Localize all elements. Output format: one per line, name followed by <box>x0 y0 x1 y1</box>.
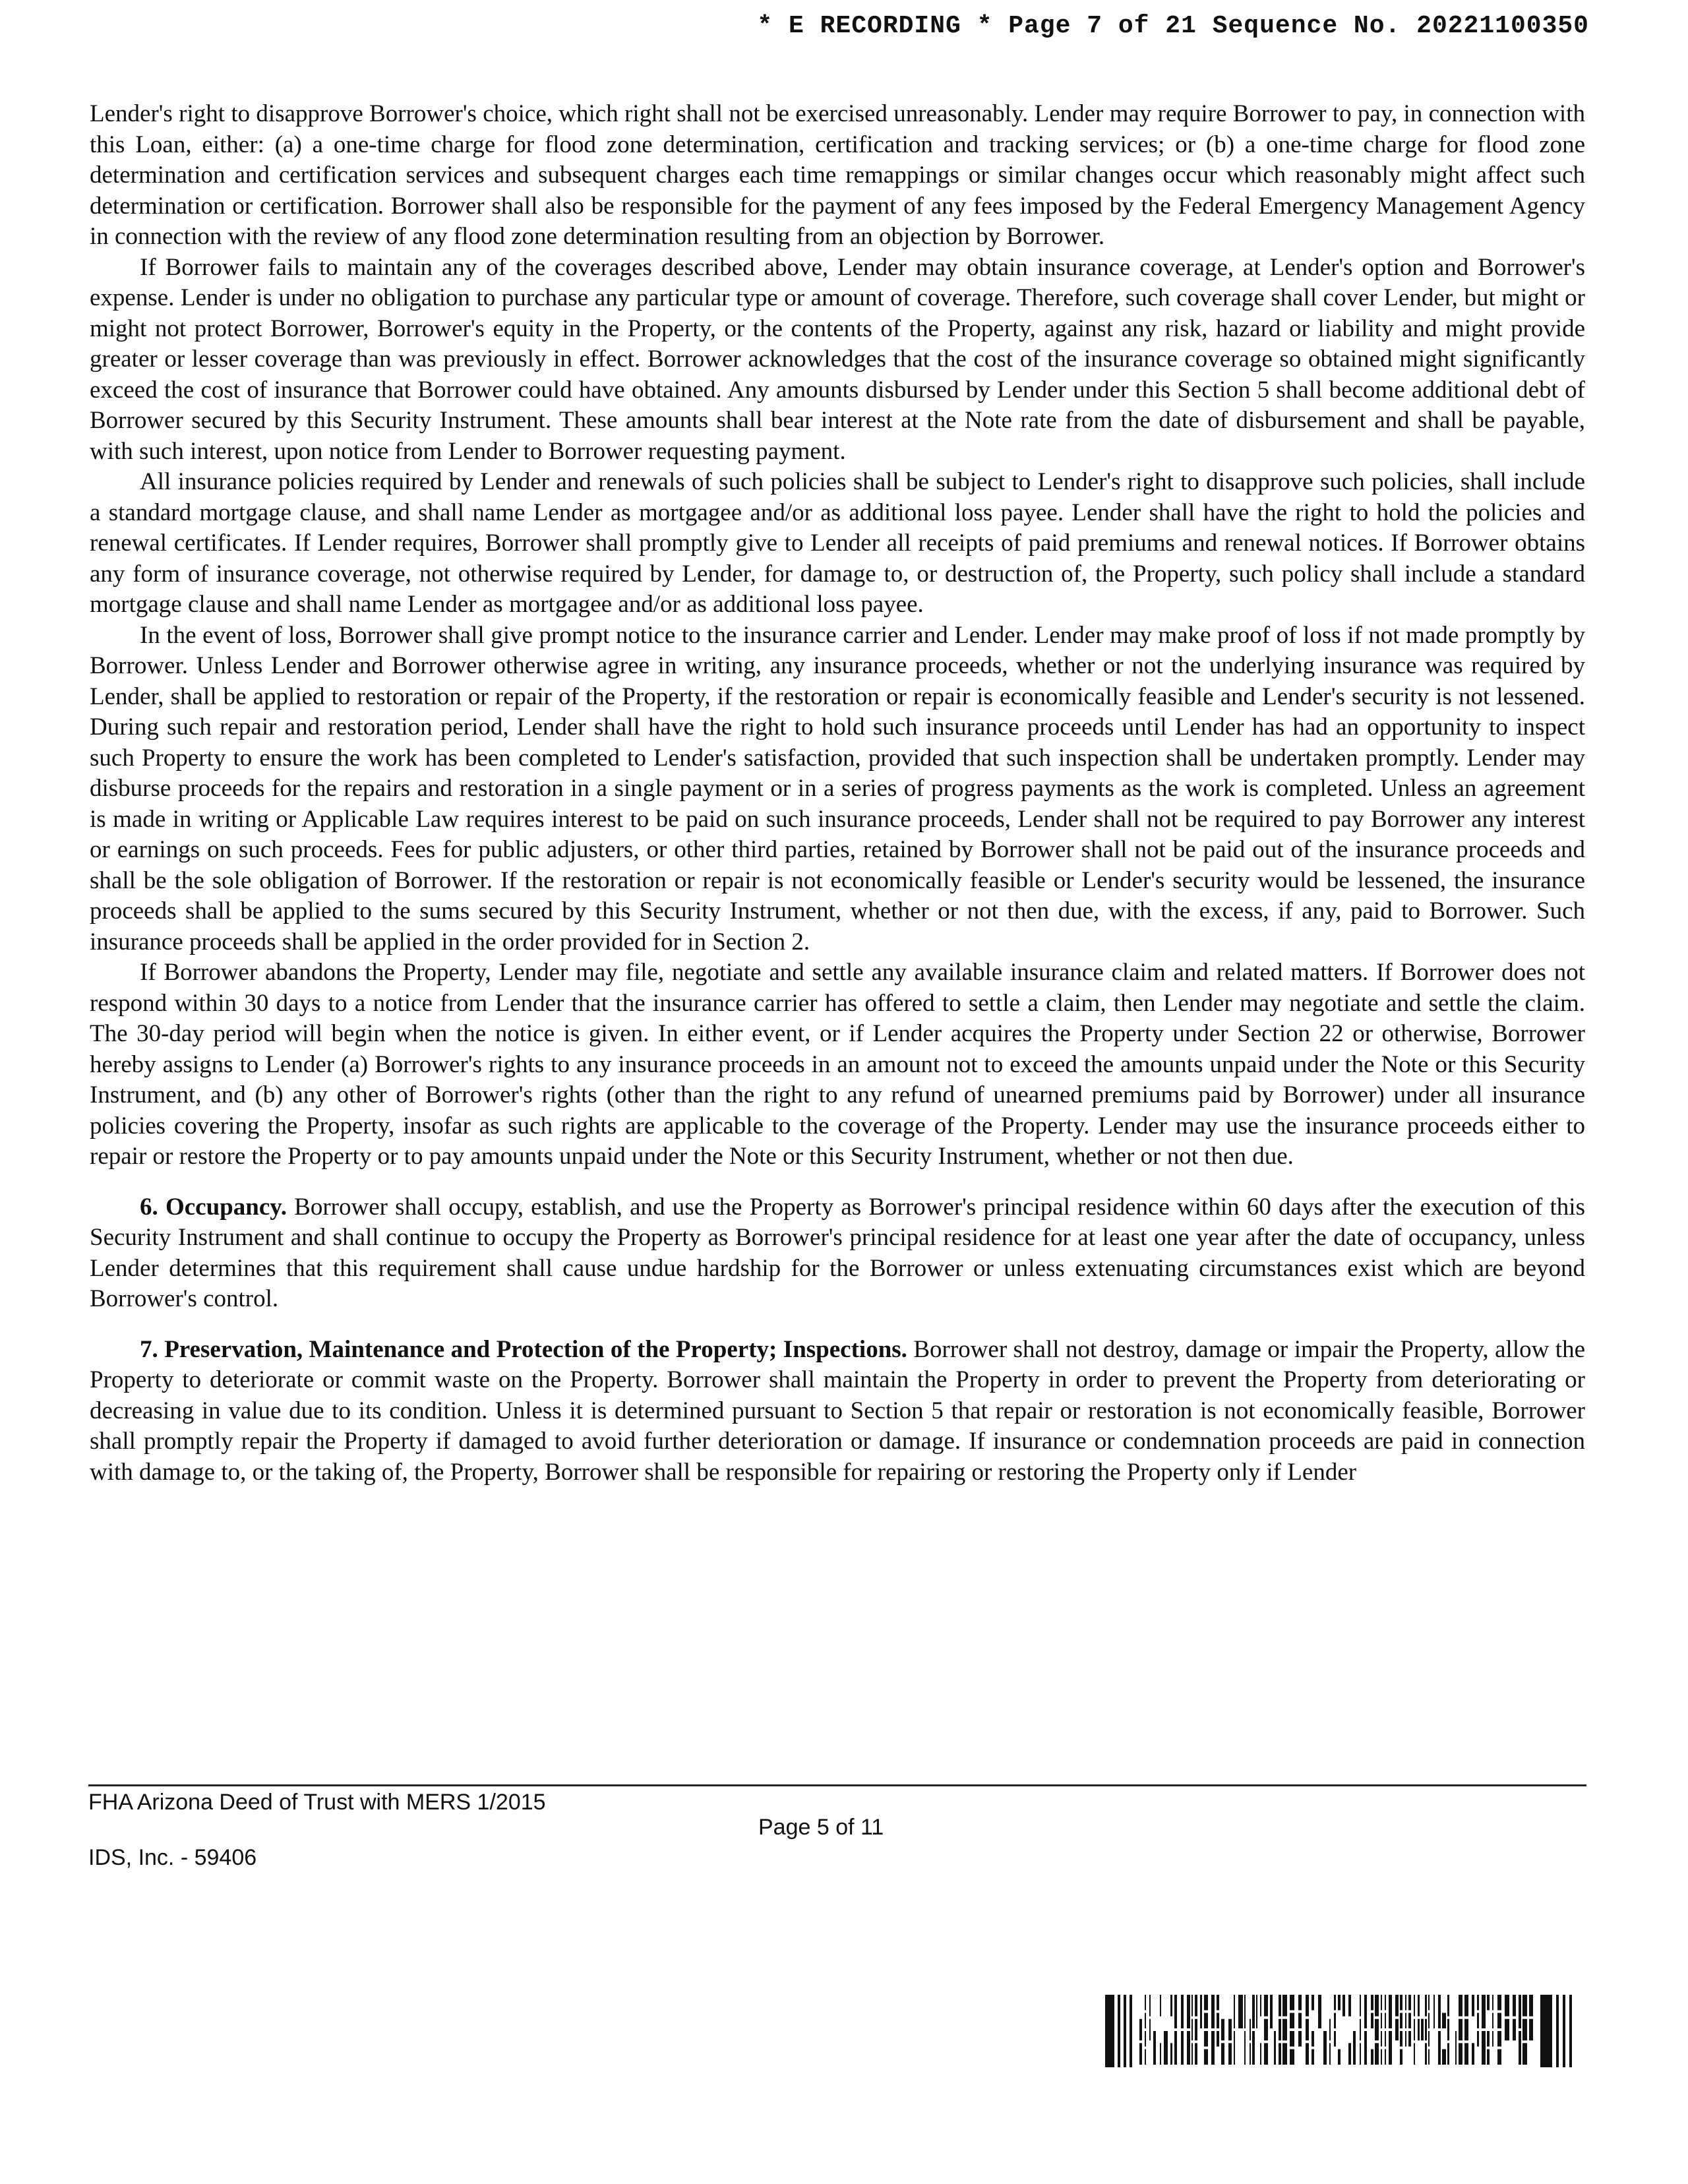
section-occupancy <box>90 1192 1585 1315</box>
paragraph-lender-coverage: If Borrower fails to maintain any of the coverages described above, Lender may obtain insurance coverage, at Lender's option and Borrower's expense. Lender is under no obligation to purchase any particular type or amount of coverage. Therefore, such coverage shall cover Lender, but might or might not protect Borrower, Borrower's equity in the Property, or the contents of the Property, against any risk, hazard or liability and might provide greater or lesser coverage than was previously in effect. Borrower acknowledges that the cost of the insurance coverage so obtained might significantly exceed the cost of insurance that Borrower could have obtained. Any amounts disbursed by Lender under this Section 5 shall become additional debt of Borrower secured by this Security Instrument. These amounts shall bear interest at the Note rate from the date of disbursement and shall be payable, with such interest, upon notice from Lender to Borrower requesting payment. <box>90 253 1585 465</box>
section-occupancy-heading: 6. Occupancy. <box>140 1193 287 1221</box>
paragraph-abandonment: If Borrower abandons the Property, Lender may file, negotiate and settle any available insurance claim and related matters. If Borrower does not respond within 30 days to a notice from Lender that the insurance carrier has offered to settle a claim, then Lender may negotiate and settle the claim. The 30-day period will begin when the notice is given. In either event, or if Lender acquires the Property under Section 22 or otherwise, Borrower hereby assigns to Lender (a) Borrower's rights to any insurance proceeds in an amount not to exceed the amounts unpaid under the Note or this Security Instrument, and (b) any other of Borrower's rights (other than the right to any refund of unearned premiums paid by Borrower) under all insurance policies covering the Property, insofar as such rights are applicable to the coverage of the Property. Lender may use the insurance proceeds either to repair or restore the Property or to pay amounts unpaid under the Note or this Security Instrument, whether or not then due. <box>90 959 1585 1170</box>
section-preservation <box>90 1335 1585 1488</box>
section-preservation-heading: 7. Preservation, Maintenance and Protection of the Property; Inspections. <box>140 1335 907 1363</box>
footer-page-number: Page 5 of 11 <box>758 1815 884 1840</box>
footer-ids: IDS, Inc. - 59406 <box>88 1845 257 1870</box>
document-body <box>90 99 1585 1488</box>
section-occupancy-text: Borrower shall occupy, establish, and use the Property as Borrower's principal residence within 60 days after the execution of this Security Instrument and shall continue to occupy the Property as Borrower's principal residence for at least one year after the date of occupancy, unless Lender determines that this requirement shall cause undue hardship for the Borrower or unless extenuating circumstances exist which are beyond Borrower's control. <box>90 1193 1585 1312</box>
footer-divider <box>88 1784 1586 1786</box>
footer-form-name: FHA Arizona Deed of Trust with MERS 1/2015 <box>88 1790 546 1815</box>
paragraph-insurance-policies: All insurance policies required by Lender and renewals of such policies shall be subject to Lender's right to disapprove such policies, shall include a standard mortgage clause, and shall name Lender as mortgagee and/or as additional loss payee. Lender shall have the right to hold the policies and renewal certificates. If Lender requires, Borrower shall promptly give to Lender all receipts of paid premiums and renewal notices. If Borrower obtains any form of insurance coverage, not otherwise required by Lender, for damage to, or destruction of, the Property, such policy shall include a standard mortgage clause and shall name Lender as mortgagee and/or as additional loss payee. <box>90 468 1585 618</box>
paragraph-flood-zone: Lender's right to disapprove Borrower's choice, which right shall not be exercised unreasonably. Lender may require Borrower to pay, in connection with this Loan, either: (a) a one-time charge for flood zone determination, certification and tracking services; or (b) a one-time charge for flood zone determination and certification services and subsequent charges each time remappings or similar changes occur which reasonably might affect such determination or certification. Borrower shall also be responsible for the payment of any fees imposed by the Federal Emergency Management Agency in connection with the review of any flood zone determination resulting from an objection by Borrower. <box>90 100 1585 250</box>
recording-header: * E RECORDING * Page 7 of 21 Sequence No. 20221100350 <box>757 12 1589 40</box>
section-preservation-text: Borrower shall not destroy, damage or impair the Property, allow the Property to deteriorate or commit waste on the Property. Borrower shall maintain the Property in order to prevent the Property from deteriorating or decreasing in value due to its condition. Unless it is determined pursuant to Section 5 that repair or restoration is not economically feasible, Borrower shall promptly repair the Property if damaged to avoid further deterioration or damage. If insurance or condemnation proceeds are paid in connection with damage to, or the taking of, the Property, Borrower shall be responsible for repairing or restoring the Property only if Lender <box>90 1335 1585 1486</box>
paragraph-event-of-loss: In the event of loss, Borrower shall give prompt notice to the insurance carrier and Lender. Lender may make proof of loss if not made promptly by Borrower. Unless Lender and Borrower otherwise agree in writing, any insurance proceeds, whether or not the underlying insurance was required by Lender, shall be applied to restoration or repair of the Property, if the restoration or repair is economically feasible and Lender's security is not lessened. During such repair and restoration period, Lender shall have the right to hold such insurance proceeds until Lender has had an opportunity to inspect such Property to ensure the work has been completed to Lender's satisfaction, provided that such inspection shall be undertaken promptly. Lender may disburse proceeds for the repairs and restoration in a single payment or in a series of progress payments as the work is completed. Unless an agreement is made in writing or Applicable Law requires interest to be paid on such insurance proceeds, Lender shall not be required to pay Borrower any interest or earnings on such proceeds. Fees for public adjusters, or other third parties, retained by Borrower shall not be paid out of the insurance proceeds and shall be the sole obligation of Borrower. If the restoration or repair is not economically feasible or Lender's security would be lessened, the insurance proceeds shall be applied to the sums secured by this Security Instrument, whether or not then due, with the excess, if any, paid to Borrower. Such insurance proceeds shall be applied in the order provided for in Section 2. <box>90 621 1585 956</box>
barcode-icon <box>1105 1995 1580 2067</box>
